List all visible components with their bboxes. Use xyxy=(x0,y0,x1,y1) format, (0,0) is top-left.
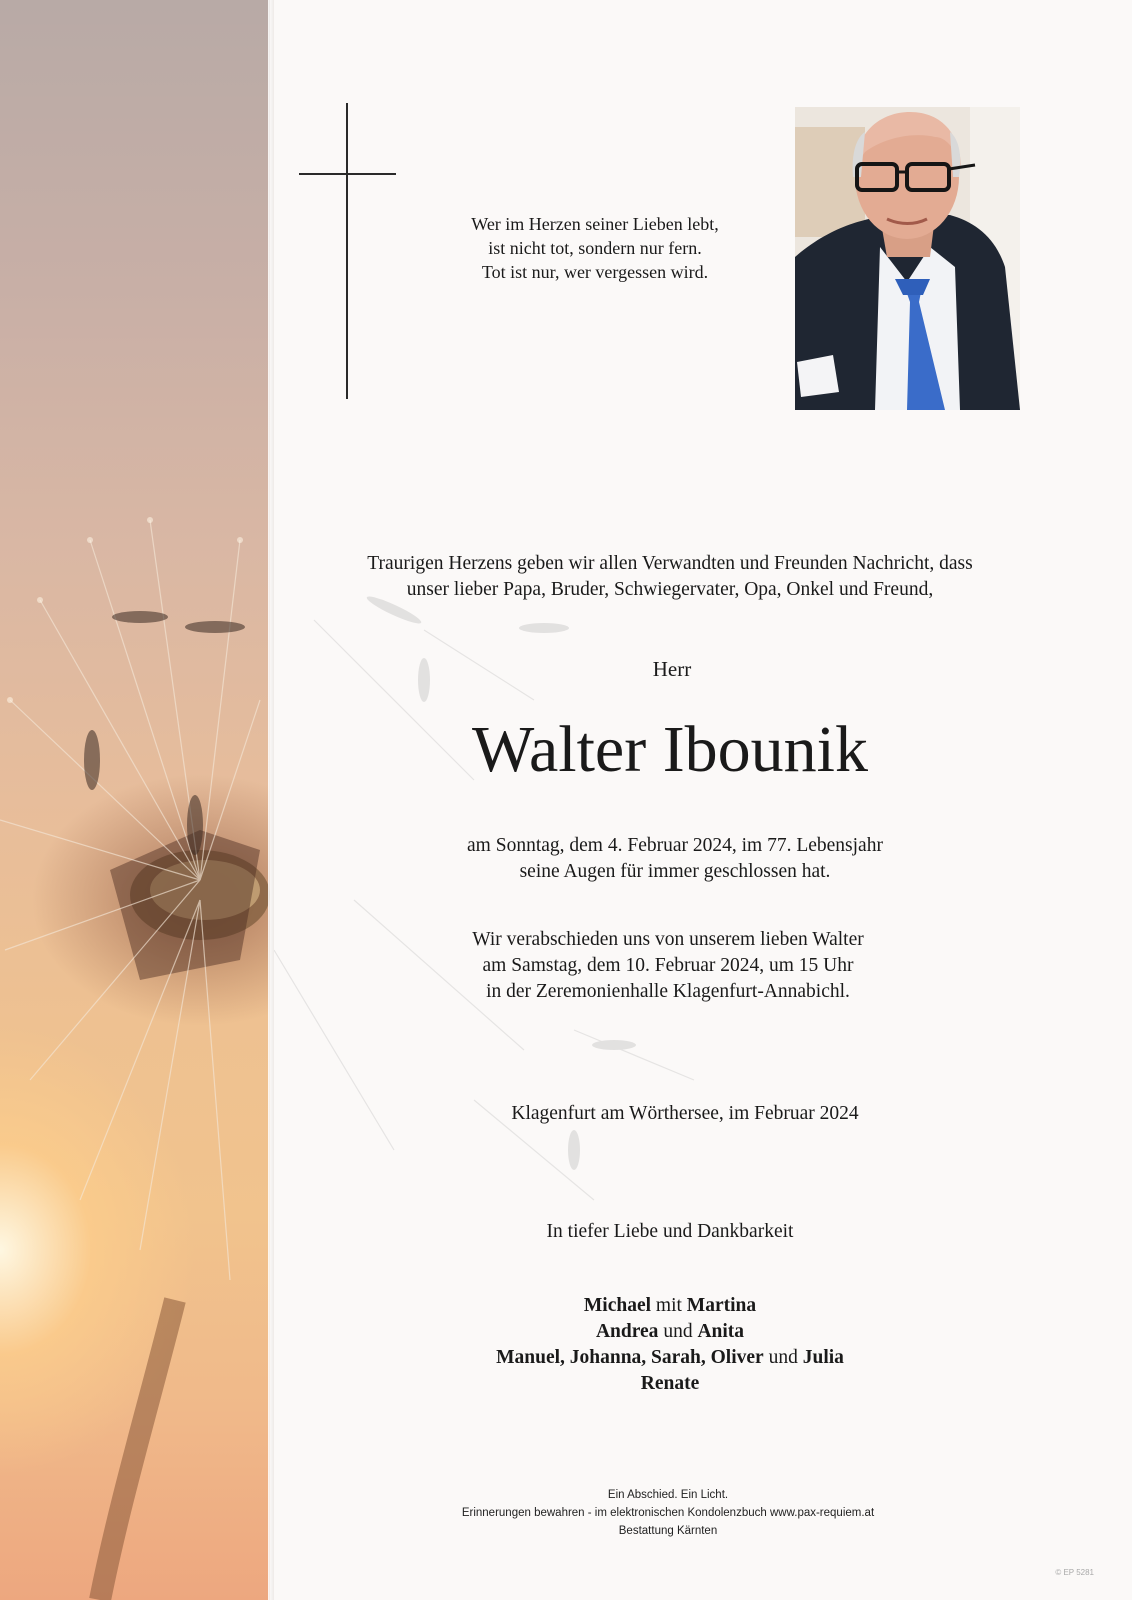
cross-horizontal-bar xyxy=(299,173,396,175)
family-member: Andrea xyxy=(595,1321,659,1342)
intro-line: Traurigen Herzens geben wir allen Verwandten und Freunden Nachricht, dass xyxy=(367,553,973,574)
family-connector: und xyxy=(658,1321,698,1342)
death-line: seine Augen für immer geschlossen hat. xyxy=(519,861,831,882)
memorial-quote xyxy=(430,212,760,284)
family-member: Anita xyxy=(697,1321,745,1342)
salutation: Herr xyxy=(652,657,692,681)
announcement-intro xyxy=(310,551,1030,603)
family-member: Manuel, Johanna, Sarah, Oliver xyxy=(496,1347,764,1368)
cross-vertical-bar xyxy=(346,103,348,399)
family-line xyxy=(420,1319,920,1345)
farewell-line: Wir verabschieden uns von unserem lieben Walter xyxy=(472,929,864,950)
deceased-name: Walter Ibounik xyxy=(471,713,869,786)
family-line xyxy=(420,1345,920,1371)
farewell-line: in der Zeremonienhalle Klagenfurt-Annabichl. xyxy=(486,981,850,1002)
family-member: Martina xyxy=(686,1295,757,1316)
footer-condolence-link: Erinnerungen bewahren - im elektronischen Kondolenzbuch www.pax-requiem.at xyxy=(461,1507,875,1519)
family-signatures xyxy=(420,1293,920,1397)
death-notice xyxy=(400,833,950,885)
funeral-details xyxy=(400,927,936,1005)
dandelion-illustration xyxy=(0,0,270,1600)
quote-line: ist nicht tot, sondern nur fern. xyxy=(488,238,702,258)
death-line: am Sonntag, dem 4. Februar 2024, im 77. Lebensjahr xyxy=(467,835,883,856)
family-line xyxy=(420,1293,920,1319)
family-connector: mit xyxy=(651,1295,687,1316)
deceased-portrait-photo xyxy=(795,107,1020,410)
portrait-illustration xyxy=(795,107,1020,410)
footer xyxy=(400,1486,936,1540)
family-member: Julia xyxy=(802,1347,844,1368)
farewell-line: am Samstag, dem 10. Februar 2024, um 15 Uhr xyxy=(482,955,854,976)
footer-undertaker: Bestattung Kärnten xyxy=(618,1525,718,1537)
quote-line: Wer im Herzen seiner Lieben lebt, xyxy=(471,214,719,234)
quote-line: Tot ist nur, wer vergessen wird. xyxy=(481,262,709,282)
document-code: © EP 5281 xyxy=(1055,1568,1094,1577)
dandelion-sunset-image xyxy=(0,0,270,1600)
gratitude-line: In tiefer Liebe und Dankbarkeit xyxy=(546,1221,794,1242)
family-member: Renate xyxy=(640,1373,700,1394)
family-member: Michael xyxy=(583,1295,652,1316)
footer-tagline: Ein Abschied. Ein Licht. xyxy=(607,1489,729,1501)
place-and-date: Klagenfurt am Wörthersee, im Februar 2024 xyxy=(511,1103,859,1124)
intro-line: unser lieber Papa, Bruder, Schwiegervater, Opa, Onkel und Freund, xyxy=(406,579,934,600)
family-line xyxy=(420,1371,920,1397)
family-connector: und xyxy=(763,1347,803,1368)
